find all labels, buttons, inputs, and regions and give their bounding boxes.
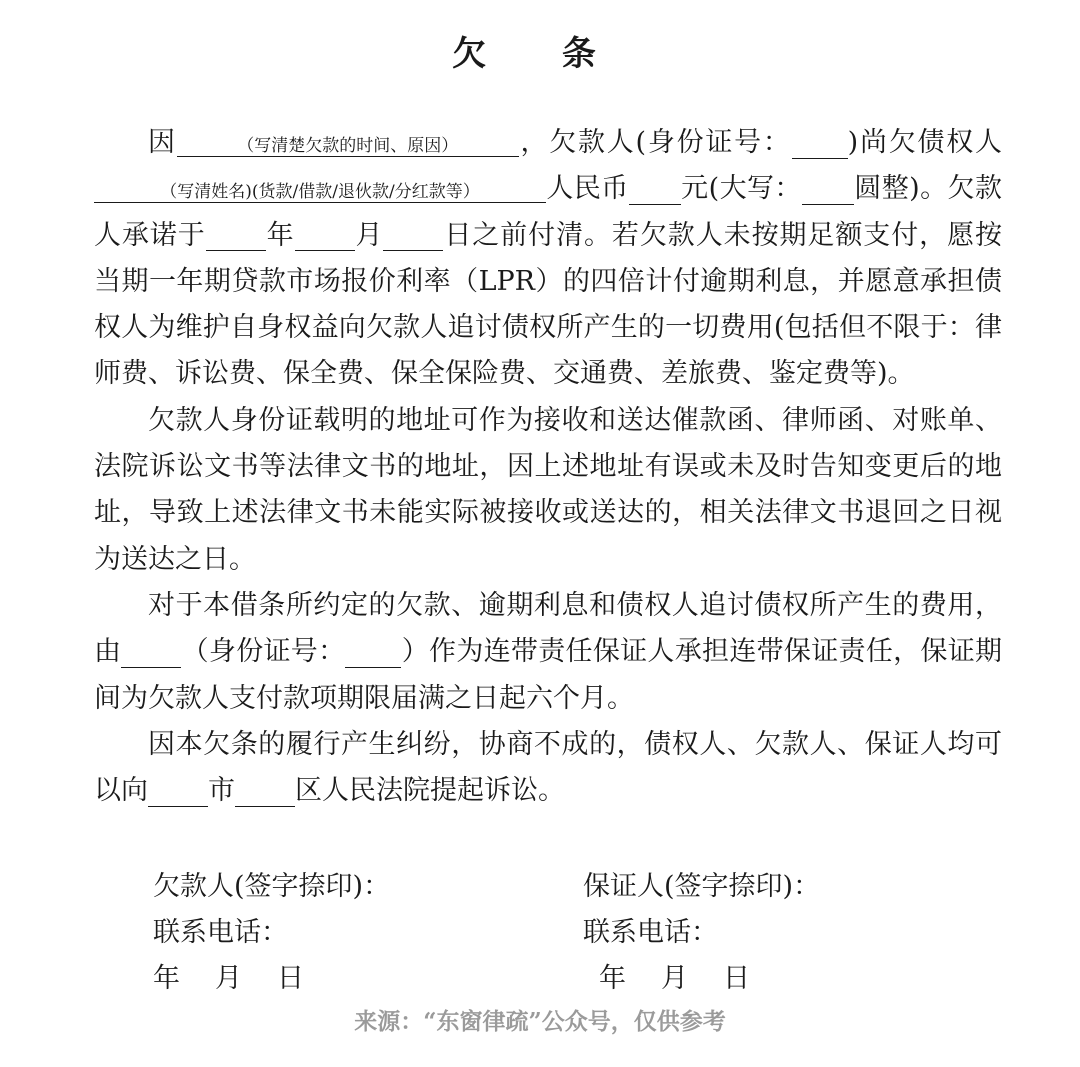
- debtor-date-row: [153, 956, 390, 1002]
- text-segment: 日之前付清。若欠款人未按期足额支付，愿按当期一年期贷款市场报价利率（LPR）的四倍计付逾期利息，并愿意承担债权人为维护自身权益向欠款人追讨债权所产生的一切费用(包括但不限于：律师费、诉讼费、保全费、保全保险费、交通费、差旅费、鉴定费等)。: [94, 219, 1003, 390]
- blank-guarantor-name: [121, 637, 181, 668]
- text-segment: 因本欠条的履行产生纠纷，协商不成的，债权人、欠款人、保证人均可以向: [94, 728, 1002, 807]
- guarantor-date-row: [583, 956, 820, 1002]
- date-month-label: 月: [661, 963, 688, 994]
- text-segment: 市: [208, 775, 235, 807]
- text-segment: 因: [148, 127, 177, 158]
- debtor-signature-label: 欠款人(签字捺印)：: [153, 871, 391, 902]
- blank-guarantor-id: [345, 637, 401, 668]
- blank-month: [295, 221, 355, 252]
- text-segment: )尚欠债权人: [847, 127, 1002, 158]
- paragraph-guarantee: [94, 583, 1002, 722]
- paragraph-address-service: 欠款人身份证载明的地址可作为接收和送达催款函、律师函、对账单、法院诉讼文书等法律文书的地址，因上述地址有误或未及时告知变更后的地址，导致上述法律文书未能实际被接收或送达的，相关法律文书退回之日视为送达之日。: [94, 404, 1002, 575]
- hint-blank-creditor-name: （写清姓名)(货款/借款/退伙款/分红款等）: [94, 183, 546, 203]
- blank-city: [148, 776, 208, 807]
- blank-debtor-id: [792, 128, 848, 159]
- date-year-label: 年: [599, 963, 626, 994]
- text-segment: ，欠款人(身份证号：: [518, 127, 792, 158]
- paragraph-jurisdiction: [94, 722, 1002, 815]
- text-segment: 对于本借条所约定的欠款、逾期利息和债权人追讨债权所产生的费用，由: [94, 589, 1002, 668]
- text-segment: 月: [354, 219, 384, 251]
- text-segment: 人民币: [546, 173, 629, 205]
- blank-year: [206, 221, 266, 252]
- blank-amount: [629, 174, 681, 205]
- text-segment: 区人民法院提起诉讼。: [295, 775, 565, 807]
- guarantor-signature-label: 保证人(签字捺印)：: [583, 871, 821, 902]
- debtor-signature-block: [153, 864, 390, 1002]
- hint-blank-time-reason: （写清楚欠款的时间、原因）: [177, 137, 519, 157]
- date-day-label: 日: [723, 963, 750, 994]
- text-segment: 年: [265, 219, 295, 251]
- guarantor-phone-label: 联系电话：: [583, 917, 718, 948]
- debtor-phone-label: 联系电话：: [153, 917, 288, 948]
- text-segment: （身份证号：: [181, 636, 346, 668]
- date-day-label: 日: [277, 963, 304, 994]
- blank-amount-capital: [802, 174, 854, 205]
- document-title: 欠 条: [452, 34, 628, 74]
- text-segment: 圆整)。欠款人承诺于: [94, 173, 1002, 251]
- blank-district: [235, 776, 295, 807]
- document-body: [94, 120, 1002, 814]
- guarantor-signature-block: [583, 864, 820, 1002]
- date-year-label: 年: [153, 963, 180, 994]
- text-segment: ）作为连带责任保证人承担连带保证责任，保证期间为欠款人支付款项期限届满之日起六个月。: [94, 636, 1003, 714]
- text-segment: 元(大写：: [680, 173, 802, 205]
- paragraph-debt-terms: [94, 120, 1002, 398]
- blank-day: [383, 221, 443, 252]
- date-month-label: 月: [215, 963, 242, 994]
- source-footer: 来源：“东窗律疏”公众号，仅供参考: [354, 1008, 726, 1035]
